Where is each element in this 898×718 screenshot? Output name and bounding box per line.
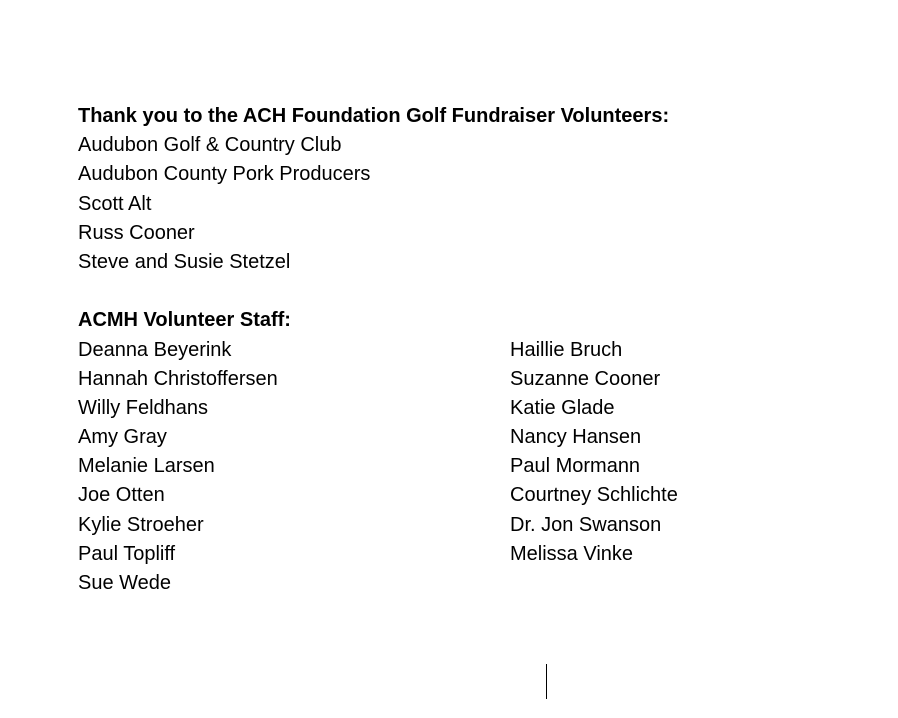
list-item: Nancy Hansen [510,426,642,449]
list-item: Melissa Vinke [510,542,634,565]
list-item: Willy Feldhans [78,396,209,419]
volunteers-heading: Thank you to the ACH Foundation Golf Fundraiser Volunteers: [78,105,670,127]
text-cursor [546,664,547,699]
list-item: Paul Topliff [78,542,176,565]
list-item: Russ Cooner [78,221,195,244]
list-item: Hannah Christoffersen [78,367,278,390]
list-item: Steve and Susie Stetzel [78,250,291,273]
staff-right-column [510,336,830,599]
list-item: Sue Wede [78,572,172,594]
staff-columns [78,336,838,599]
list-item: Paul Mormann [510,455,641,478]
list-item: Courtney Schlichte [510,484,678,507]
list-item: Audubon County Pork Producers [78,163,371,186]
list-item: Joe Otten [78,484,165,507]
list-item: Scott Alt [78,192,152,215]
staff-left-column [78,336,510,599]
list-item: Kylie Stroeher [78,513,204,536]
list-item: Melanie Larsen [78,455,215,478]
volunteers-list [78,131,838,277]
list-item: Dr. Jon Swanson [510,513,662,536]
list-item: Amy Gray [78,426,167,449]
list-item: Katie Glade [510,396,615,419]
staff-heading: ACMH Volunteer Staff: [78,309,291,332]
list-item: Audubon Golf & Country Club [78,134,342,157]
blank-line [78,277,838,306]
list-item: Deanna Beyerink [78,338,232,361]
list-item: Haillie Bruch [510,338,623,361]
list-item: Suzanne Cooner [510,367,661,390]
document-body [78,102,838,598]
